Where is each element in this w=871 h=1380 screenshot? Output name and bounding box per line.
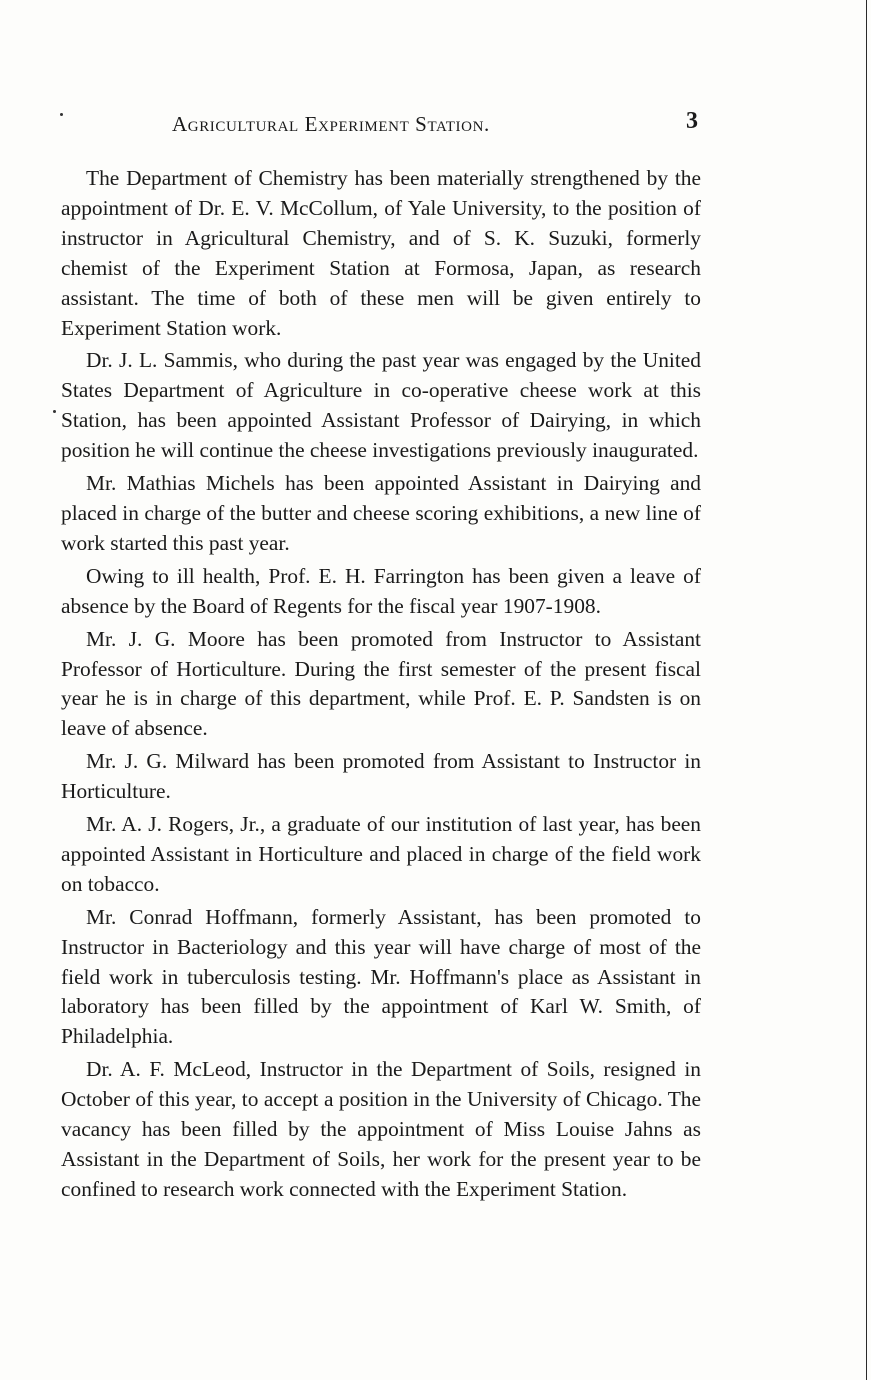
paragraph-michels: Mr. Mathias Michels has been appointed Assistant in Dairying and placed in charge of the butter and cheese scoring exhibitions, a new line of work started this past year. <box>61 471 701 555</box>
paragraph-chemistry: The Department of Chemistry has been materially strengthened by the appointment of Dr. E. V. McCollum, of Yale University, to the position of instructor in Agricultural Chemistry, and of S. K. Suzuki, formerly chemist of the Experiment Station at Formosa, Japan, as research assistant. The time of both of these men will be given entirely to Experiment Station work. <box>61 166 701 340</box>
page-edge-line <box>866 0 867 1380</box>
paragraph-farrington: Owing to ill health, Prof. E. H. Farrington has been given a leave of absence by the Board of Regents for the fiscal year 1907-1908. <box>61 563 701 618</box>
paragraph-rogers: Mr. A. J. Rogers, Jr., a graduate of our institution of last year, has been appointed Assistant in Horticulture and placed in charge of the field work on tobacco. <box>61 812 701 896</box>
body-text <box>61 164 701 1208</box>
paragraph-hoffmann: Mr. Conrad Hoffmann, formerly Assistant, has been promoted to Instructor in Bacteriology and this year will have charge of most of the field work in tuberculosis testing. Mr. Hoffmann's place as Assistant in laboratory has been filled by the appointment of Karl W. Smith, of Philadelphia. <box>61 904 701 1049</box>
page-number: 3 <box>686 108 698 134</box>
paragraph-mcleod: Dr. A. F. McLeod, Instructor in the Department of Soils, resigned in October of this year, to accept a position in the University of Chicago. The vacancy has been filled by the appointment of Miss Louise Jahns as Assistant in the Department of Soils, her work for the present year to be confined to research work connected with the Experiment Station. <box>61 1057 701 1201</box>
paragraph-milward: Mr. J. G. Milward has been promoted from Assistant to Instructor in Horticulture. <box>61 749 701 804</box>
scan-speck <box>53 410 56 413</box>
running-head: Agricultural Experiment Station. <box>172 112 490 136</box>
page-header <box>60 108 700 140</box>
paragraph-moore: Mr. J. G. Moore has been promoted from Instructor to Assistant Professor of Horticulture. During the first semester of the present fiscal year he is in charge of this department, while Prof. E. P. Sandsten is on leave of absence. <box>61 626 701 741</box>
paragraph-sammis: Dr. J. L. Sammis, who during the past year was engaged by the United States Department of Agriculture in co-operative cheese work at this Station, has been appointed Assistant Professor of Dairying, in which position he will continue the cheese investigations previously inaugurated. <box>61 348 701 463</box>
